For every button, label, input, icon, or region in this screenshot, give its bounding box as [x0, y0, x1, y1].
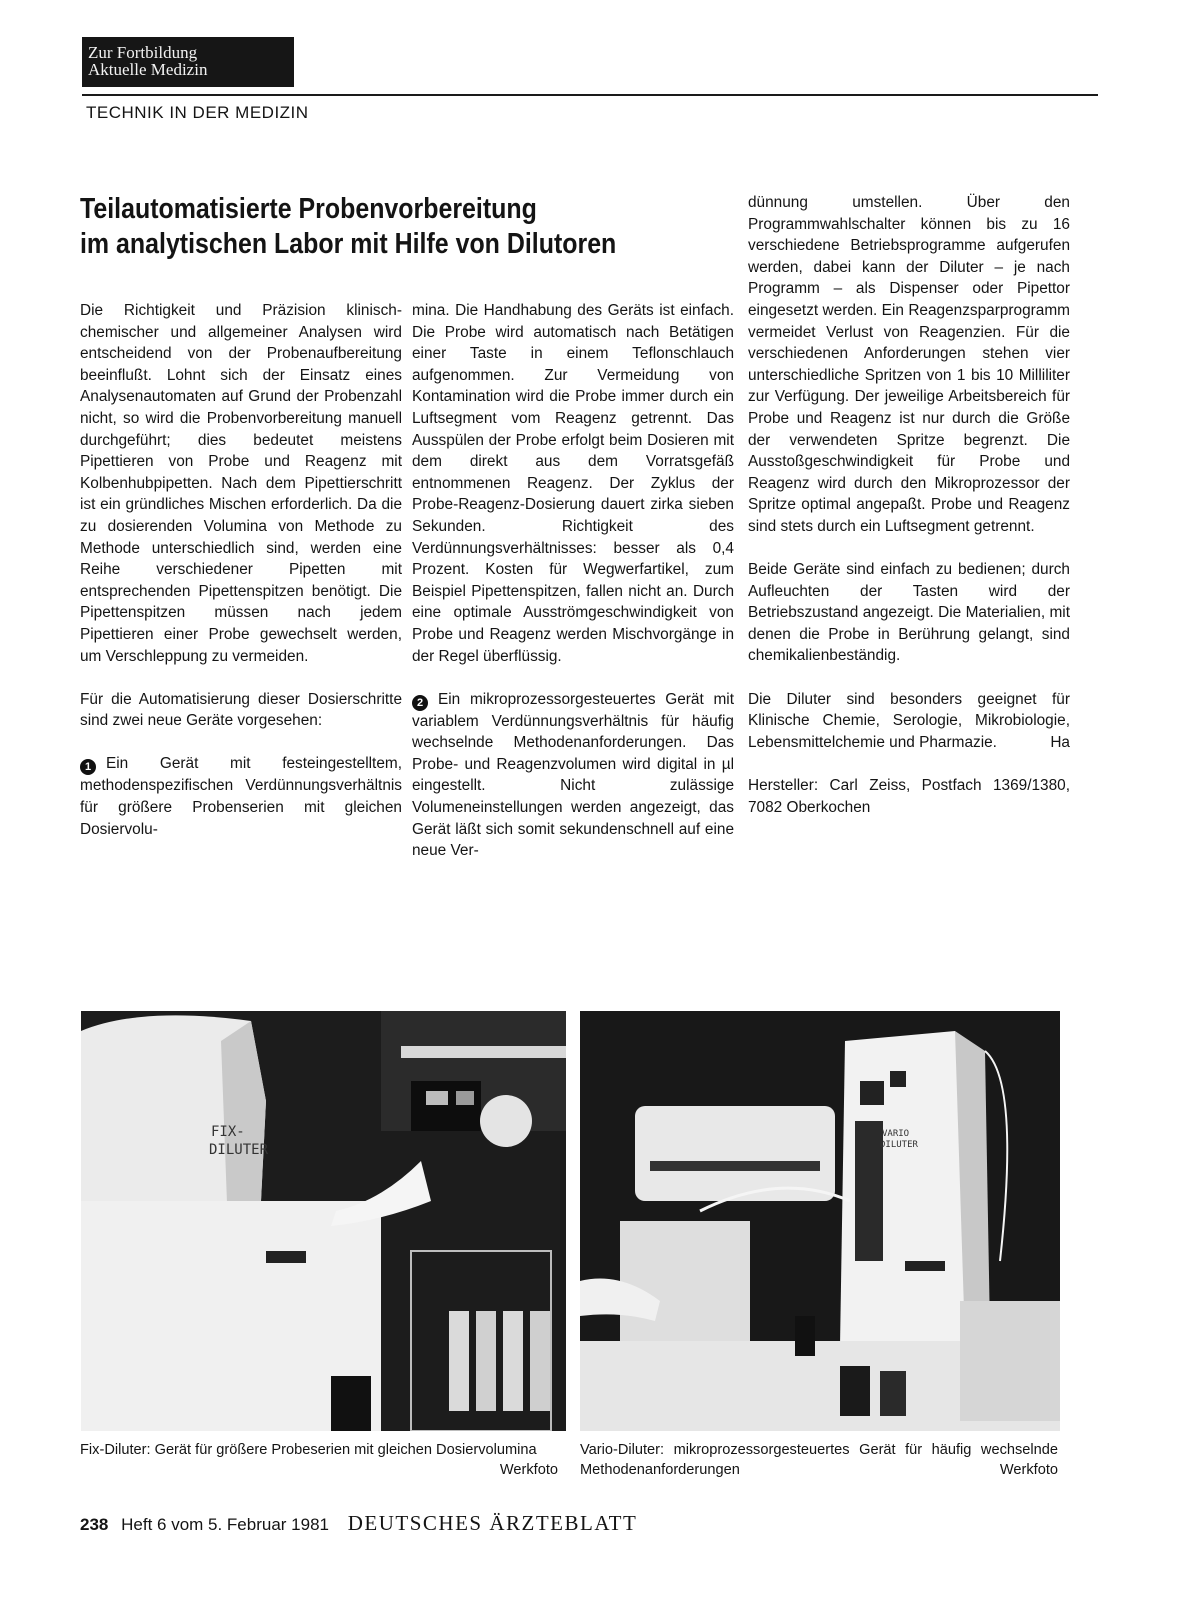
page-number: 238 [80, 1515, 109, 1534]
applications-text: Die Diluter sind besonders geeignet für Klinische Chemie, Serologie, Mikrobiologie, Lebensmittelchemie und Pharmazie. [748, 690, 1070, 751]
article-column-2 [412, 300, 734, 862]
photo-fix-diluter [81, 1011, 566, 1431]
section-label-line2: Aktuelle Medizin [88, 60, 208, 79]
vario-diluter-label: VARIO DILUTER [880, 1129, 918, 1150]
caption-vario-diluter-text: Vario-Diluter: mikroprozessorgesteuertes Gerät für häufig wechselnde Methodenanforderungen [580, 1442, 1058, 1478]
article-column-1 [80, 300, 402, 840]
section-label-line1: Zur Fortbildung [88, 43, 198, 62]
caption-vario-diluter [580, 1440, 1058, 1480]
number-badge-2: 2 [412, 695, 428, 711]
list-item-2-text: Ein mikroprozessorgesteuertes Gerät mit variablem Verdünnungsverhältnis für häufig wechselnde Methodenanforderungen. Das Probe- und Reagenzvolumen wird digital in µl eingestellt. Nicht zulässige Volumeneinstellungen werden angezeigt, das Gerät läßt sich somit sekundenschnell auf eine neue Ver- [412, 690, 734, 860]
list-item-1-text: Ein Gerät mit festeingestelltem, methodenspezifischen Verdünnungsverhältnis für größere Probenserien mit gleichen Dosiervolu- [80, 755, 402, 838]
caption-fix-diluter [80, 1440, 558, 1480]
article-title-line2: im analytischen Labor mit Hilfe von Dilutoren [80, 228, 617, 260]
number-badge-1: 1 [80, 759, 96, 775]
issue-info: Heft 6 vom 5. Februar 1981 [121, 1515, 329, 1534]
article-column-3 [748, 192, 1070, 818]
photo-vario-diluter [580, 1011, 1060, 1431]
fix-diluter-label: FIX-DILUTER [209, 1124, 269, 1158]
author-signature: Ha [1050, 733, 1070, 751]
paragraph-intro: Die Richtigkeit und Präzision klinisch-chemischer und allgemeiner Analysen wird entscheidend von der Probenaufbereitung beeinflußt. Lohnt sich der Einsatz eines Analysenautomaten auf Grund der Probenzahl nicht, so wird die Probenvorbereitung manuell durchgeführt; dies bedeutet meistens Pipettieren von Probe und Reagenz mit Kolbenhubpipetten. Nach dem Pipettierschritt ist ein gründliches Mischen erforderlich. Da die zu dosierenden Volumina von Methode zu Methode unterschiedlich sind, werden eine Reihe verschiedener Pipetten mit entsprechenden Pipettenspitzen benötigt. Die Pipettenspitzen müssen nach jedem Pipettieren einer Probe gewechselt werden, um Verschleppung zu vermeiden. [80, 302, 402, 665]
paragraph-manufacturer: Hersteller: Carl Zeiss, Postfach 1369/1380, 7082 Oberkochen [748, 777, 1070, 816]
list-item-2 [412, 689, 734, 862]
paragraph-programs: dünnung umstellen. Über den Programmwahlschalter können bis zu 16 verschiedene Betriebsprogramme aufgerufen werden, dabei kann der Diluter – je nach Programm – als Dispenser oder Pipettor eingesetzt werden. Ein Reagenzsparprogramm vermeidet Verlust von Reagenzien. Für die verschiedenen Anforderungen stehen vier unterschiedliche Spritzen von 1 bis 10 Milliliter zur Verfügung. Der jeweilige Arbeitsbereich für Probe und Reagenz ist nur durch die Größe der verwendeten Spritze begrenzt. Die Ausstoßgeschwindigkeit für Probe und Reagenz wird durch den Mikroprozessor der Spritze optimal angepaßt. Probe und Reagenz sind stets durch ein Luftsegment getrennt. [748, 194, 1070, 535]
photo-credit-right: Werkfoto [999, 1462, 1058, 1478]
paragraph-handling: mina. Die Handhabung des Geräts ist einfach. Die Probe wird automatisch nach Betätigen einer Taste in einem Teflonschlauch aufgenommen. Zur Vermeidung von Kontamination wird die Probe immer durch ein Luftsegment vom Reagenz getrennt. Das Ausspülen der Probe erfolgt beim Dosieren mit dem direkt aus dem Vorratsgefäß entnommenen Reagenz. Der Zyklus der Probe-Reagenz-Dosierung dauert zirka sieben Sekunden. Richtigkeit des Verdünnungsverhältnisses: besser als 0,4 Prozent. Kosten für Wegwerfartikel, zum Beispiel Pipettenspitzen, fallen nicht an. Durch eine optimale Ausströmgeschwindigkeit von Probe und Reagenz werden Mischvorgänge in der Regel überflüssig. [412, 302, 734, 665]
photo-credit-left: Werkfoto [499, 1462, 558, 1478]
caption-fix-diluter-text: Fix-Diluter: Gerät für größere Probeserien mit gleichen Dosiervolumina [80, 1442, 537, 1458]
section-kicker: TECHNIK IN DER MEDIZIN [86, 103, 309, 122]
article-title [80, 192, 656, 262]
journal-name: DEUTSCHES ÄRZTEBLATT [347, 1511, 638, 1535]
section-label [82, 37, 294, 87]
article-title-line1: Teilautomatisierte Probenvorbereitung [80, 193, 537, 225]
paragraph-operation: Beide Geräte sind einfach zu bedienen; durch Aufleuchten der Tasten wird der Betriebszustand angezeigt. Die Materialien, mit denen die Probe in Berührung gelangt, sind chemikalienbeständig. [748, 561, 1070, 665]
page-footer [80, 1511, 637, 1536]
header-divider [82, 94, 1098, 96]
list-item-1 [80, 753, 402, 840]
paragraph-applications [748, 689, 1070, 754]
paragraph-automation: Für die Automatisierung dieser Dosierschritte sind zwei neue Geräte vorgesehen: [80, 690, 402, 730]
